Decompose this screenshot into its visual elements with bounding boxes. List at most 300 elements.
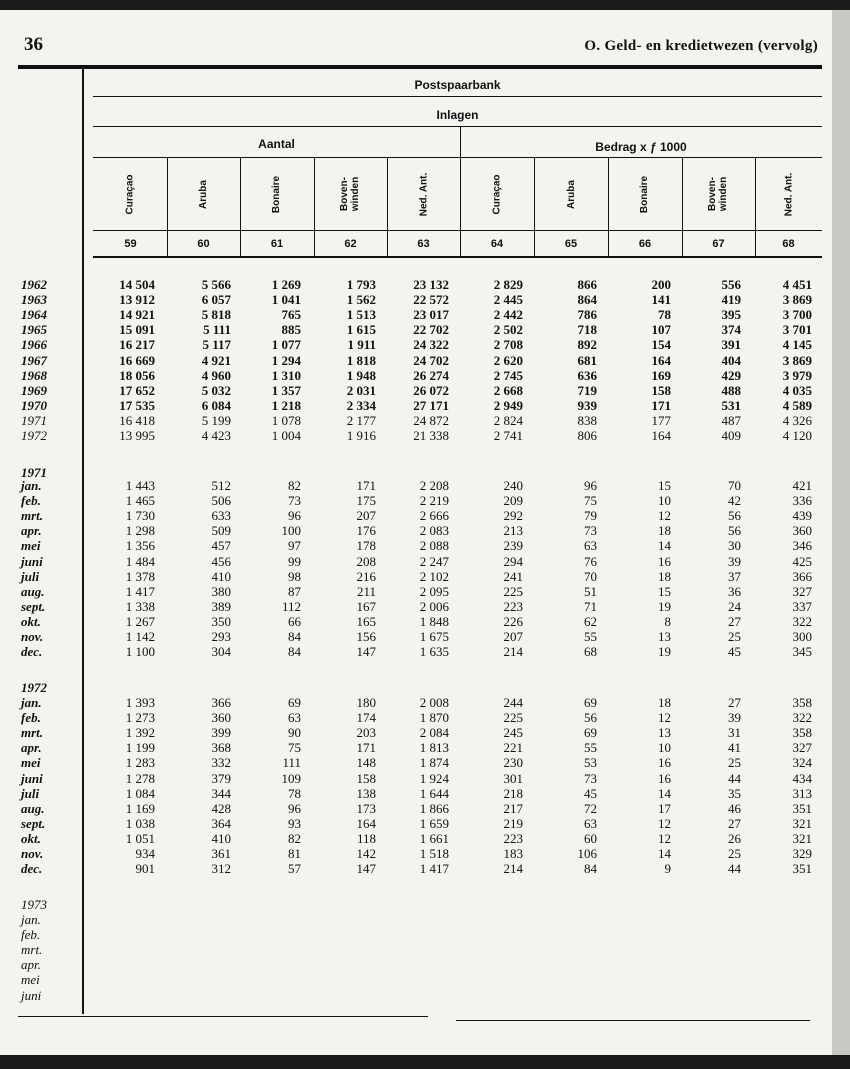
table-cell: 25 <box>728 629 741 644</box>
table-cell: 69 <box>288 695 301 710</box>
table-cell: 12 <box>658 815 671 831</box>
table-cell: 2 008 <box>419 695 449 710</box>
table-cell: 18 <box>658 568 671 584</box>
table-cell: 786 <box>577 307 597 323</box>
row-label: 1965 <box>21 322 47 338</box>
table-cell: 1 041 <box>271 292 301 308</box>
table-cell: 225 <box>503 583 523 599</box>
header-postspaarbank: Postspaarbank <box>414 78 501 92</box>
table-cell: 31 <box>728 725 741 741</box>
table-row <box>0 413 832 428</box>
table-cell: 2 620 <box>493 352 523 368</box>
table-row <box>0 478 832 493</box>
table-cell: 2 824 <box>493 412 523 428</box>
row-label: feb. <box>21 710 41 726</box>
table-cell: 18 <box>658 523 671 539</box>
table-cell: 26 274 <box>413 367 449 383</box>
table-cell: 2 334 <box>346 397 376 413</box>
table-cell: 60 <box>584 830 597 846</box>
table-cell: 13 995 <box>119 428 155 443</box>
header-aantal: Aantal <box>258 137 295 151</box>
table-cell: 15 <box>658 478 671 493</box>
table-cell: 4 451 <box>782 277 812 292</box>
table-cell: 1 513 <box>346 307 376 323</box>
table-cell: 5 566 <box>201 277 231 292</box>
table-cell: 1 793 <box>346 277 376 292</box>
table-cell: 300 <box>792 629 812 644</box>
table-cell: 2 083 <box>419 523 449 539</box>
table-cell: 1 078 <box>271 412 301 428</box>
row-label: sept. <box>21 815 46 831</box>
table-cell: 45 <box>584 785 597 801</box>
table-row <box>0 554 832 569</box>
table-cell: 321 <box>792 815 812 831</box>
table-cell: 293 <box>211 629 231 644</box>
table-cell: 171 <box>356 740 376 756</box>
table-cell: 399 <box>211 725 231 741</box>
table-row <box>0 629 832 644</box>
table-cell: 13 912 <box>119 292 155 308</box>
table-row <box>0 398 832 413</box>
row-label: mei <box>21 972 40 988</box>
table-cell: 24 322 <box>413 337 449 353</box>
table-row <box>0 508 832 523</box>
table-row <box>0 337 832 352</box>
table-row <box>0 695 832 710</box>
table-cell: 5 111 <box>203 322 231 338</box>
column-number: 67 <box>712 238 725 250</box>
table-cell: 56 <box>584 710 597 726</box>
table-row <box>0 523 832 538</box>
table-cell: 68 <box>584 644 597 660</box>
column-label: Aruba <box>198 179 209 209</box>
column-label: Boven- winden <box>707 176 730 212</box>
table-cell: 26 072 <box>413 382 449 398</box>
table-cell: 633 <box>211 508 231 524</box>
table-cell: 207 <box>356 508 376 524</box>
table-cell: 1 443 <box>125 478 155 493</box>
table-cell: 1 004 <box>271 428 301 443</box>
column-number: 64 <box>490 238 504 250</box>
table-cell: 380 <box>211 583 231 599</box>
table-row <box>0 569 832 584</box>
table-cell: 374 <box>721 322 741 338</box>
section-title: O. Geld- en kredietwezen (vervolg) <box>584 38 818 54</box>
page <box>0 10 832 1055</box>
table-cell: 56 <box>728 508 741 524</box>
table-cell: 211 <box>356 583 376 599</box>
table-cell: 75 <box>584 493 597 509</box>
table-cell: 379 <box>211 770 231 786</box>
column-number: 60 <box>197 238 210 250</box>
table-cell: 1 866 <box>419 800 449 816</box>
table-cell: 410 <box>211 568 231 584</box>
column-number: 59 <box>124 238 137 250</box>
table-cell: 364 <box>211 815 231 831</box>
table-cell: 16 <box>658 755 671 771</box>
table-cell: 718 <box>577 322 597 338</box>
table-cell: 175 <box>356 493 376 509</box>
table-cell: 156 <box>356 629 376 644</box>
table-cell: 79 <box>584 508 597 524</box>
table-cell: 421 <box>792 478 812 493</box>
table-cell: 37 <box>728 568 741 584</box>
table-cell: 1 278 <box>125 770 155 786</box>
table-cell: 51 <box>584 583 597 599</box>
header-rule-1 <box>93 96 822 97</box>
table-cell: 360 <box>211 710 231 726</box>
table-cell: 1 661 <box>419 830 449 846</box>
table-row <box>0 383 832 398</box>
table-cell: 1 310 <box>271 367 301 383</box>
table-cell: 2 829 <box>493 277 523 292</box>
row-label: 1972 <box>21 428 47 443</box>
table-cell: 44 <box>728 770 741 786</box>
table-cell: 9 <box>664 861 671 877</box>
table-cell: 158 <box>651 382 671 398</box>
table-cell: 27 <box>728 815 741 831</box>
table-cell: 44 <box>728 861 741 877</box>
year-1971-label: 1971 <box>21 465 47 480</box>
table-cell: 147 <box>356 644 376 660</box>
table-cell: 164 <box>356 815 376 831</box>
row-label: feb. <box>21 927 41 943</box>
table-cell: 3 869 <box>782 292 812 308</box>
table-cell: 1 916 <box>346 428 376 443</box>
row-label: nov. <box>21 629 44 644</box>
table-cell: 395 <box>721 307 741 323</box>
table-cell: 177 <box>651 412 671 428</box>
table-cell: 5 117 <box>202 337 231 353</box>
table-cell: 55 <box>584 629 597 644</box>
table-row <box>0 755 832 770</box>
table-cell: 389 <box>211 598 231 614</box>
table-cell: 1 484 <box>125 553 155 569</box>
table-cell: 506 <box>211 493 231 509</box>
table-cell: 1 218 <box>271 397 301 413</box>
column-number: 61 <box>270 238 284 250</box>
table-cell: 3 979 <box>782 367 812 383</box>
table-cell: 4 960 <box>201 367 231 383</box>
table-cell: 12 <box>658 830 671 846</box>
top-thick-rule <box>18 65 822 69</box>
row-label: juni <box>21 770 43 786</box>
table-cell: 2 006 <box>419 598 449 614</box>
table-cell: 203 <box>356 725 376 741</box>
table-cell: 322 <box>792 710 812 726</box>
table-cell: 351 <box>792 861 812 877</box>
table-cell: 16 418 <box>119 412 155 428</box>
table-cell: 1 298 <box>125 523 155 539</box>
table-cell: 10 <box>658 740 671 756</box>
table-cell: 1 267 <box>125 613 155 629</box>
table-cell: 62 <box>584 613 597 629</box>
table-cell: 27 171 <box>413 397 449 413</box>
table-cell: 327 <box>792 583 812 599</box>
table-cell: 35 <box>728 785 741 801</box>
table-cell: 368 <box>211 740 231 756</box>
table-cell: 487 <box>721 412 741 428</box>
table-cell: 23 017 <box>413 307 449 323</box>
table-cell: 1 051 <box>125 830 155 846</box>
table-cell: 2 095 <box>419 583 449 599</box>
table-cell: 1 813 <box>419 740 449 756</box>
table-row <box>0 292 832 307</box>
table-row <box>0 710 832 725</box>
column-number: 63 <box>417 238 430 250</box>
table-cell: 4 921 <box>201 352 231 368</box>
table-cell: 1 675 <box>419 629 449 644</box>
table-cell: 1 392 <box>125 725 155 741</box>
table-cell: 1 077 <box>271 337 301 353</box>
table-row <box>0 428 832 443</box>
table-cell: 556 <box>721 277 741 292</box>
table-row <box>0 353 832 368</box>
table-cell: 327 <box>792 740 812 756</box>
table-cell: 96 <box>288 800 301 816</box>
table-cell: 82 <box>288 478 301 493</box>
table-cell: 171 <box>356 478 376 493</box>
table-cell: 939 <box>577 397 597 413</box>
table-cell: 19 <box>658 598 671 614</box>
row-label: feb. <box>21 493 41 509</box>
table-cell: 409 <box>721 428 741 443</box>
table-cell: 313 <box>792 785 812 801</box>
table-cell: 141 <box>651 292 671 308</box>
table-cell: 1 848 <box>419 613 449 629</box>
table-cell: 244 <box>503 695 523 710</box>
table-cell: 1 338 <box>125 598 155 614</box>
table-cell: 2 708 <box>493 337 523 353</box>
table-cell: 358 <box>792 725 812 741</box>
table-cell: 1 818 <box>346 352 376 368</box>
table-cell: 23 132 <box>413 277 449 292</box>
table-cell: 1 730 <box>125 508 155 524</box>
table-cell: 30 <box>728 538 741 554</box>
table-cell: 164 <box>651 352 671 368</box>
table-cell: 16 669 <box>119 352 155 368</box>
table-cell: 239 <box>503 538 523 554</box>
table-cell: 456 <box>211 553 231 569</box>
table-cell: 111 <box>282 755 301 771</box>
table-cell: 13 <box>658 725 671 741</box>
table-cell: 337 <box>792 598 812 614</box>
table-cell: 214 <box>503 861 523 877</box>
table-cell: 425 <box>792 553 812 569</box>
table-cell: 240 <box>503 478 523 493</box>
header-bedrag: Bedrag x ƒ 1000 <box>595 140 687 154</box>
table-row <box>0 614 832 629</box>
table-cell: 1 393 <box>125 695 155 710</box>
table-cell: 76 <box>584 553 597 569</box>
row-label: juni <box>21 553 43 569</box>
row-label: 1969 <box>21 382 47 398</box>
table-cell: 226 <box>503 613 523 629</box>
table-cell: 142 <box>356 846 376 861</box>
table-cell: 216 <box>356 568 376 584</box>
table-cell: 223 <box>503 830 523 846</box>
table-cell: 1 615 <box>346 322 376 338</box>
table-cell: 106 <box>577 846 597 861</box>
table-cell: 90 <box>288 725 301 741</box>
row-label: juli <box>21 568 40 584</box>
table-cell: 84 <box>288 629 301 644</box>
table-cell: 178 <box>356 538 376 554</box>
table-cell: 213 <box>503 523 523 539</box>
table-row <box>0 307 832 322</box>
table-cell: 75 <box>288 740 301 756</box>
table-cell: 73 <box>584 770 597 786</box>
table-cell: 1 911 <box>347 337 376 353</box>
table-cell: 53 <box>584 755 597 771</box>
table-row <box>0 725 832 740</box>
table-cell: 63 <box>584 815 597 831</box>
table-cell: 69 <box>584 695 597 710</box>
row-label: okt. <box>21 613 41 629</box>
table-cell: 78 <box>658 307 671 323</box>
column-label: Aruba <box>565 179 577 209</box>
table-cell: 24 <box>728 598 741 614</box>
table-cell: 14 921 <box>119 307 155 323</box>
row-label: dec. <box>21 861 43 877</box>
row-label: 1967 <box>21 352 47 368</box>
table-cell: 2 031 <box>346 382 376 398</box>
row-label: aug. <box>21 800 45 816</box>
table-cell: 404 <box>721 352 741 368</box>
table-cell: 2 102 <box>419 568 449 584</box>
table-cell: 3 869 <box>782 352 812 368</box>
table-cell: 1 273 <box>125 710 155 726</box>
table-cell: 200 <box>651 277 671 292</box>
table-cell: 322 <box>792 613 812 629</box>
table-cell: 10 <box>658 493 671 509</box>
table-cell: 1 948 <box>346 367 376 383</box>
table-cell: 324 <box>792 755 812 771</box>
row-label: juli <box>21 785 40 801</box>
column-number: 66 <box>638 238 652 250</box>
table-cell: 165 <box>356 613 376 629</box>
table-cell: 2 208 <box>419 478 449 493</box>
table-cell: 1 357 <box>271 382 301 398</box>
table-cell: 109 <box>281 770 301 786</box>
table-cell: 171 <box>651 397 671 413</box>
table-cell: 509 <box>211 523 231 539</box>
table-cell: 118 <box>356 830 376 846</box>
table-cell: 434 <box>792 770 812 786</box>
table-cell: 2 741 <box>493 428 523 443</box>
table-cell: 1 644 <box>419 785 449 801</box>
table-row <box>0 322 832 337</box>
table-cell: 2 949 <box>493 397 523 413</box>
table-row <box>0 831 832 846</box>
row-label: 1970 <box>21 397 47 413</box>
table-cell: 366 <box>211 695 231 710</box>
table-cell: 901 <box>135 861 155 877</box>
table-row <box>0 771 832 786</box>
table-cell: 56 <box>728 523 741 539</box>
table-cell: 429 <box>721 367 741 383</box>
table-cell: 765 <box>281 307 301 323</box>
table-cell: 112 <box>281 598 301 614</box>
row-label: juni <box>21 987 42 1003</box>
table-cell: 78 <box>288 785 301 801</box>
row-label: mrt. <box>21 508 44 524</box>
table-cell: 5 818 <box>201 307 231 323</box>
table-cell: 806 <box>577 428 597 443</box>
row-label: jan. <box>21 695 42 710</box>
table-cell: 4 589 <box>782 397 812 413</box>
table-cell: 96 <box>288 508 301 524</box>
table-cell: 45 <box>728 644 741 660</box>
table-cell: 100 <box>281 523 301 539</box>
table-cell: 866 <box>577 277 597 292</box>
row-label: 1968 <box>21 367 47 383</box>
table-cell: 70 <box>584 568 597 584</box>
table-cell: 292 <box>503 508 523 524</box>
table-cell: 1 562 <box>346 292 376 308</box>
row-label: nov. <box>21 846 44 861</box>
table-cell: 4 120 <box>782 428 812 443</box>
table-cell: 329 <box>792 846 812 861</box>
table-cell: 17 <box>658 800 671 816</box>
table-cell: 1 874 <box>419 755 449 771</box>
page-number: 36 <box>24 34 43 55</box>
table-cell: 1 356 <box>125 538 155 554</box>
table-cell: 18 056 <box>119 367 155 383</box>
table-cell: 488 <box>721 382 741 398</box>
table-cell: 428 <box>211 800 231 816</box>
table-cell: 2 666 <box>419 508 449 524</box>
table-cell: 410 <box>211 830 231 846</box>
table-cell: 218 <box>503 785 523 801</box>
table-cell: 13 <box>658 629 671 644</box>
table-cell: 1 417 <box>125 583 155 599</box>
table-cell: 25 <box>728 846 741 861</box>
table-cell: 346 <box>792 538 812 554</box>
table-cell: 24 702 <box>413 352 449 368</box>
table-cell: 39 <box>728 553 741 569</box>
table-cell: 358 <box>792 695 812 710</box>
table-cell: 15 091 <box>119 322 155 338</box>
table-cell: 230 <box>503 755 523 771</box>
table-cell: 176 <box>356 523 376 539</box>
table-cell: 221 <box>503 740 523 756</box>
table-cell: 350 <box>211 613 231 629</box>
table-cell: 207 <box>503 629 523 644</box>
table-cell: 16 217 <box>119 337 155 353</box>
table-cell: 1 294 <box>271 352 301 368</box>
table-cell: 1 269 <box>271 277 301 292</box>
table-cell: 18 <box>658 695 671 710</box>
table-cell: 245 <box>503 725 523 741</box>
row-label: mei <box>21 755 41 771</box>
table-cell: 71 <box>584 598 597 614</box>
table-cell: 84 <box>288 644 301 660</box>
table-row <box>0 644 832 659</box>
row-label: mei <box>21 538 41 554</box>
table-cell: 148 <box>356 755 376 771</box>
table-cell: 19 <box>658 644 671 660</box>
row-label: 1962 <box>21 277 47 292</box>
table-cell: 96 <box>584 478 597 493</box>
row-label: 1971 <box>21 412 47 428</box>
table-cell: 107 <box>651 322 671 338</box>
table-cell: 332 <box>211 755 231 771</box>
header-bottom-rule <box>93 256 822 258</box>
table-cell: 2 088 <box>419 538 449 554</box>
table-cell: 180 <box>356 695 376 710</box>
table-cell: 1 084 <box>125 785 155 801</box>
